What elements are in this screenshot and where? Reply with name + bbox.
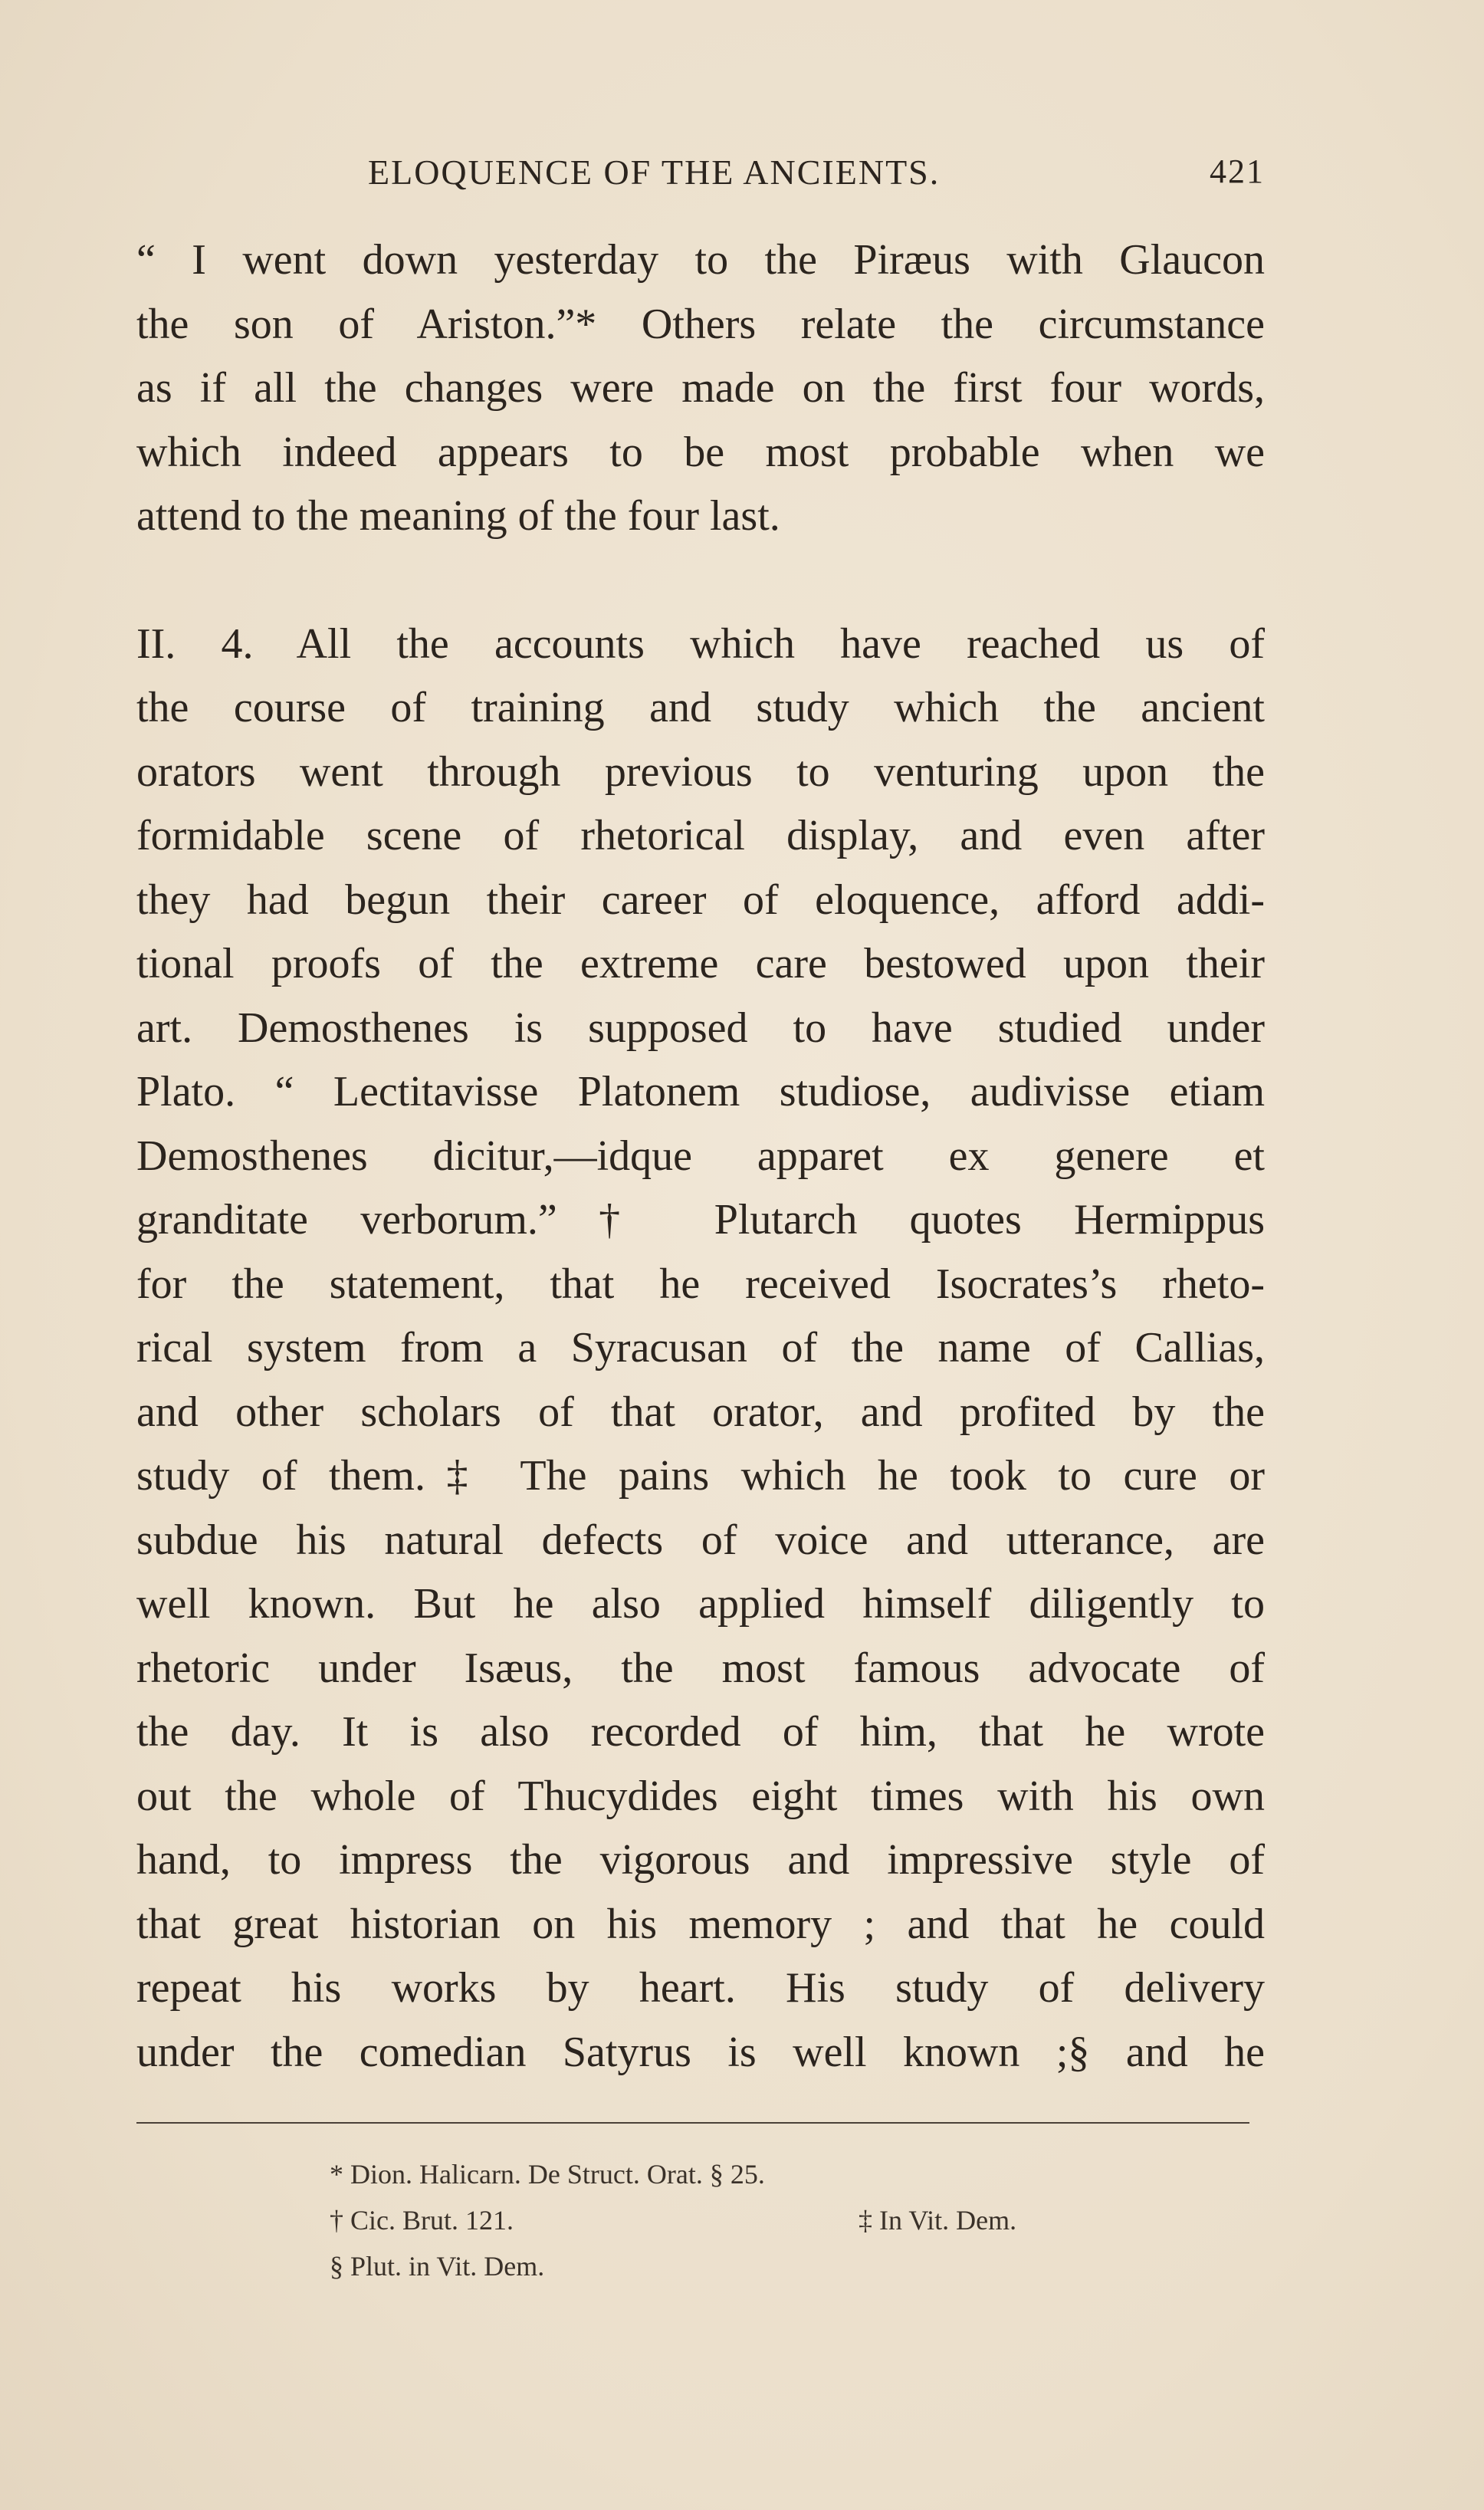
- text-line: repeat his works by heart. His study of delivery: [136, 1964, 1265, 2012]
- text-line: which indeed appears to be most probable when we: [136, 428, 1265, 476]
- footnote: ‡ In Vit. Dem.: [859, 2205, 1017, 2236]
- footnotes: [330, 2151, 1173, 2289]
- text-line: the day. It is also recorded of him, that he wrote: [136, 1708, 1265, 1756]
- running-title: ELOQUENCE OF THE ANCIENTS.: [368, 153, 941, 192]
- text-line: tional proofs of the extreme care bestowed upon their: [136, 940, 1265, 987]
- text-line: “ I went down yesterday to the Piræus with Glaucon: [136, 236, 1265, 284]
- text-line: study of them.‡ The pains which he took to cure or: [136, 1452, 1265, 1500]
- paragraph-1: [136, 228, 1265, 549]
- text-line: orators went through previous to venturing upon the: [136, 747, 1265, 796]
- text-line: Demosthenes dicitur,—idque apparet ex genere et: [136, 1132, 1265, 1180]
- text-line: out the whole of Thucydides eight times with his own: [136, 1772, 1265, 1820]
- text-line: subdue his natural defects of voice and utterance, are: [136, 1516, 1265, 1564]
- text-line: hand, to impress the vigorous and impressive style of: [136, 1836, 1265, 1884]
- text-line: rhetoric under Isæus, the most famous advocate of: [136, 1644, 1265, 1692]
- text-line: and other scholars of that orator, and profited by the: [136, 1388, 1265, 1436]
- text-line: as if all the changes were made on the first four words,: [136, 364, 1265, 412]
- text-line: Plato. “ Lectitavisse Platonem studiose, audivisse etiam: [136, 1068, 1265, 1115]
- paragraph-gap: [136, 549, 1265, 613]
- text-line: under the comedian Satyrus is well known ;§ and he: [136, 2028, 1265, 2076]
- text-line: for the statement, that he received Isocrates’s rheto-: [136, 1260, 1265, 1308]
- footnote: § Plut. in Vit. Dem.: [330, 2251, 545, 2282]
- text-line: well known. But he also applied himself diligently to: [136, 1580, 1265, 1628]
- text-line: the course of training and study which the ancient: [136, 684, 1265, 731]
- paragraph-2: [136, 613, 1265, 2085]
- text-line: they had begun their career of eloquence, afford addi-: [136, 876, 1265, 924]
- text-line: formidable scene of rhetorical display, and even after: [136, 812, 1265, 859]
- text-line: that great historian on his memory ; and that he could: [136, 1900, 1265, 1948]
- footnote: † Cic. Brut. 121.: [330, 2205, 514, 2236]
- text-line: granditate verborum.”† Plutarch quotes Hermippus: [136, 1196, 1265, 1244]
- text-line: attend to the meaning of the four last.: [136, 492, 780, 540]
- text-line: art. Demosthenes is supposed to have studied under: [136, 1004, 1265, 1052]
- footnote-row: [330, 2197, 1173, 2243]
- running-head: [138, 152, 1265, 205]
- footnote: * Dion. Halicarn. De Struct. Orat. § 25.: [330, 2159, 765, 2190]
- text-line: II. 4. All the accounts which have reached us of: [136, 619, 1265, 668]
- footnote-rule: [136, 2122, 1249, 2124]
- page-number: 421: [1210, 153, 1265, 190]
- text-line: rical system from a Syracusan of the name of Callias,: [136, 1324, 1265, 1372]
- body-text: [136, 228, 1265, 2085]
- text-line: the son of Ariston.”* Others relate the circumstance: [136, 300, 1265, 348]
